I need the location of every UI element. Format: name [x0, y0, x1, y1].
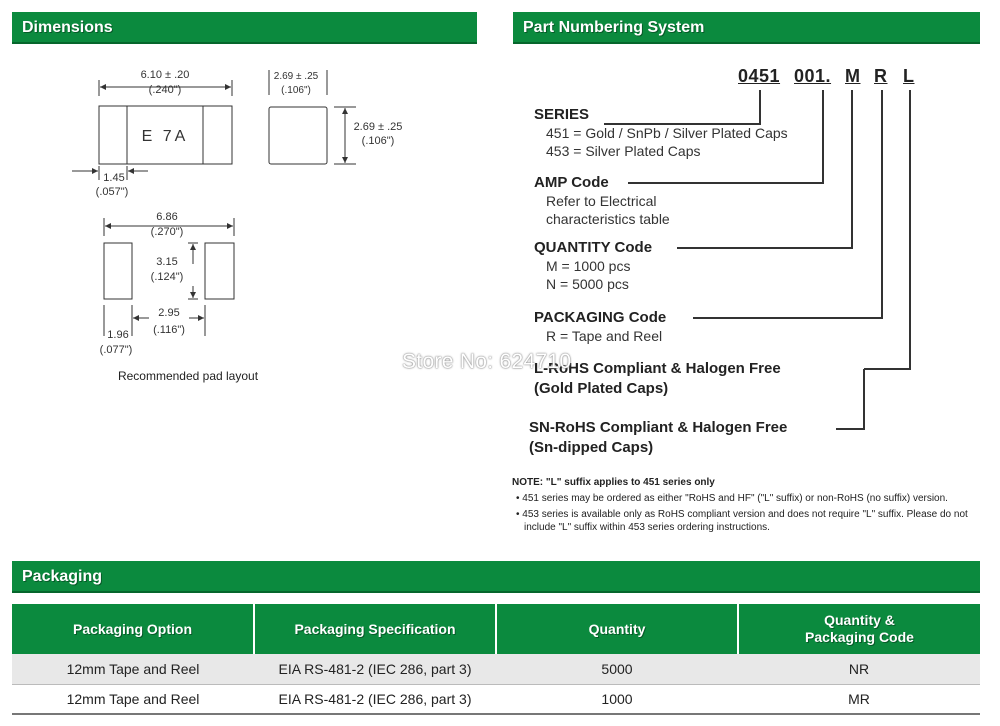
cell-option: 12mm Tape and Reel — [12, 684, 254, 714]
chip-marking: E 7A — [141, 128, 189, 145]
suffix-note — [512, 476, 987, 534]
pad-width-inch-label: (.077") — [99, 344, 133, 356]
side-width-inch-label: (.106") — [281, 85, 311, 96]
code-packaging: R — [874, 66, 888, 86]
cell-code: MR — [738, 684, 980, 714]
code-amp: 001. — [794, 66, 832, 86]
top-width-label: 6.10 ± .20 — [140, 69, 190, 81]
pad-total-inch-label: (.270") — [150, 226, 184, 238]
series-line-451: 451 = Gold / SnPb / Silver Plated Caps — [546, 125, 788, 141]
pad-width-label: 1.96 — [107, 329, 129, 341]
col-quantity-packaging-code: Quantity & Packaging Code — [738, 604, 980, 654]
series-block — [534, 106, 788, 160]
cap-width-inch-label: (.057") — [95, 186, 129, 198]
quantity-title: QUANTITY Code — [534, 239, 653, 256]
note-item-453: • 453 series is available only as RoHS compliant version and does not require "L" suffix. Please do not include "L" suffix within 453 series ordering instructions. — [516, 509, 968, 533]
pad-layout-caption: Recommended pad layout — [117, 369, 259, 383]
pad-total-label: 6.86 — [156, 211, 178, 223]
amp-title: AMP Code — [534, 174, 609, 191]
l-suffix-line-2: (Gold Plated Caps) — [534, 380, 669, 397]
sn-suffix-line-1: SN-RoHS Compliant & Halogen Free — [529, 419, 788, 436]
col-quantity: Quantity — [496, 604, 738, 654]
packaging-code-line: R = Tape and Reel — [546, 328, 663, 344]
col-packaging-specification: Packaging Specification — [254, 604, 496, 654]
amp-line-1: Refer to Electrical — [546, 193, 657, 209]
pad-height-label: 3.15 — [156, 256, 178, 268]
table-row — [12, 654, 980, 684]
packaging-code-title: PACKAGING Code — [534, 309, 667, 326]
pad-height-inch-label: (.124") — [150, 271, 184, 283]
note-item-451: • 451 series may be ordered as either "RoHS and HF" ("L" suffix) or non-RoHS (no suffix) version. — [516, 493, 948, 504]
top-width-inch-label: (.240") — [148, 84, 182, 96]
quantity-line-n: N = 5000 pcs — [546, 276, 629, 292]
packaging-header: Packaging — [12, 561, 980, 593]
code-series: 0451 — [738, 66, 781, 86]
pad-gap-label: 2.95 — [158, 307, 180, 319]
packaging-table-header-row — [12, 604, 980, 654]
cell-quantity: 5000 — [496, 654, 738, 684]
side-height-label: 2.69 ± .25 — [353, 121, 403, 133]
series-title: SERIES — [534, 106, 590, 123]
quantity-line-m: M = 1000 pcs — [546, 258, 631, 274]
packaging-code-block — [534, 309, 666, 345]
series-line-453: 453 = Silver Plated Caps — [546, 143, 701, 159]
amp-line-2: characteristics table — [546, 211, 670, 227]
cell-option: 12mm Tape and Reel — [12, 654, 254, 684]
cell-specification: EIA RS-481-2 (IEC 286, part 3) — [254, 654, 496, 684]
cell-specification: EIA RS-481-2 (IEC 286, part 3) — [254, 684, 496, 714]
packaging-table — [12, 604, 980, 715]
pad-gap-inch-label: (.116") — [153, 324, 185, 336]
code-suffix: L — [903, 66, 915, 86]
store-watermark: Store No: 624710 — [402, 350, 572, 373]
cap-width-label: 1.45 — [103, 172, 125, 184]
dimensions-header: Dimensions — [12, 12, 477, 44]
cell-quantity: 1000 — [496, 684, 738, 714]
part-numbering-header: Part Numbering System — [513, 12, 980, 44]
cell-code: NR — [738, 654, 980, 684]
code-quantity: M — [845, 66, 861, 86]
col-packaging-option: Packaging Option — [12, 604, 254, 654]
note-title: NOTE: "L" suffix applies to 451 series only — [512, 477, 715, 488]
l-suffix-line-1: L-RoHS Compliant & Halogen Free — [534, 360, 781, 377]
amp-block — [534, 174, 670, 228]
sn-suffix-block — [529, 418, 787, 458]
side-width-label: 2.69 ± .25 — [273, 71, 319, 82]
quantity-block — [534, 239, 652, 293]
side-height-inch-label: (.106") — [361, 135, 395, 147]
table-row — [12, 684, 980, 714]
sn-suffix-line-2: (Sn-dipped Caps) — [529, 439, 654, 456]
